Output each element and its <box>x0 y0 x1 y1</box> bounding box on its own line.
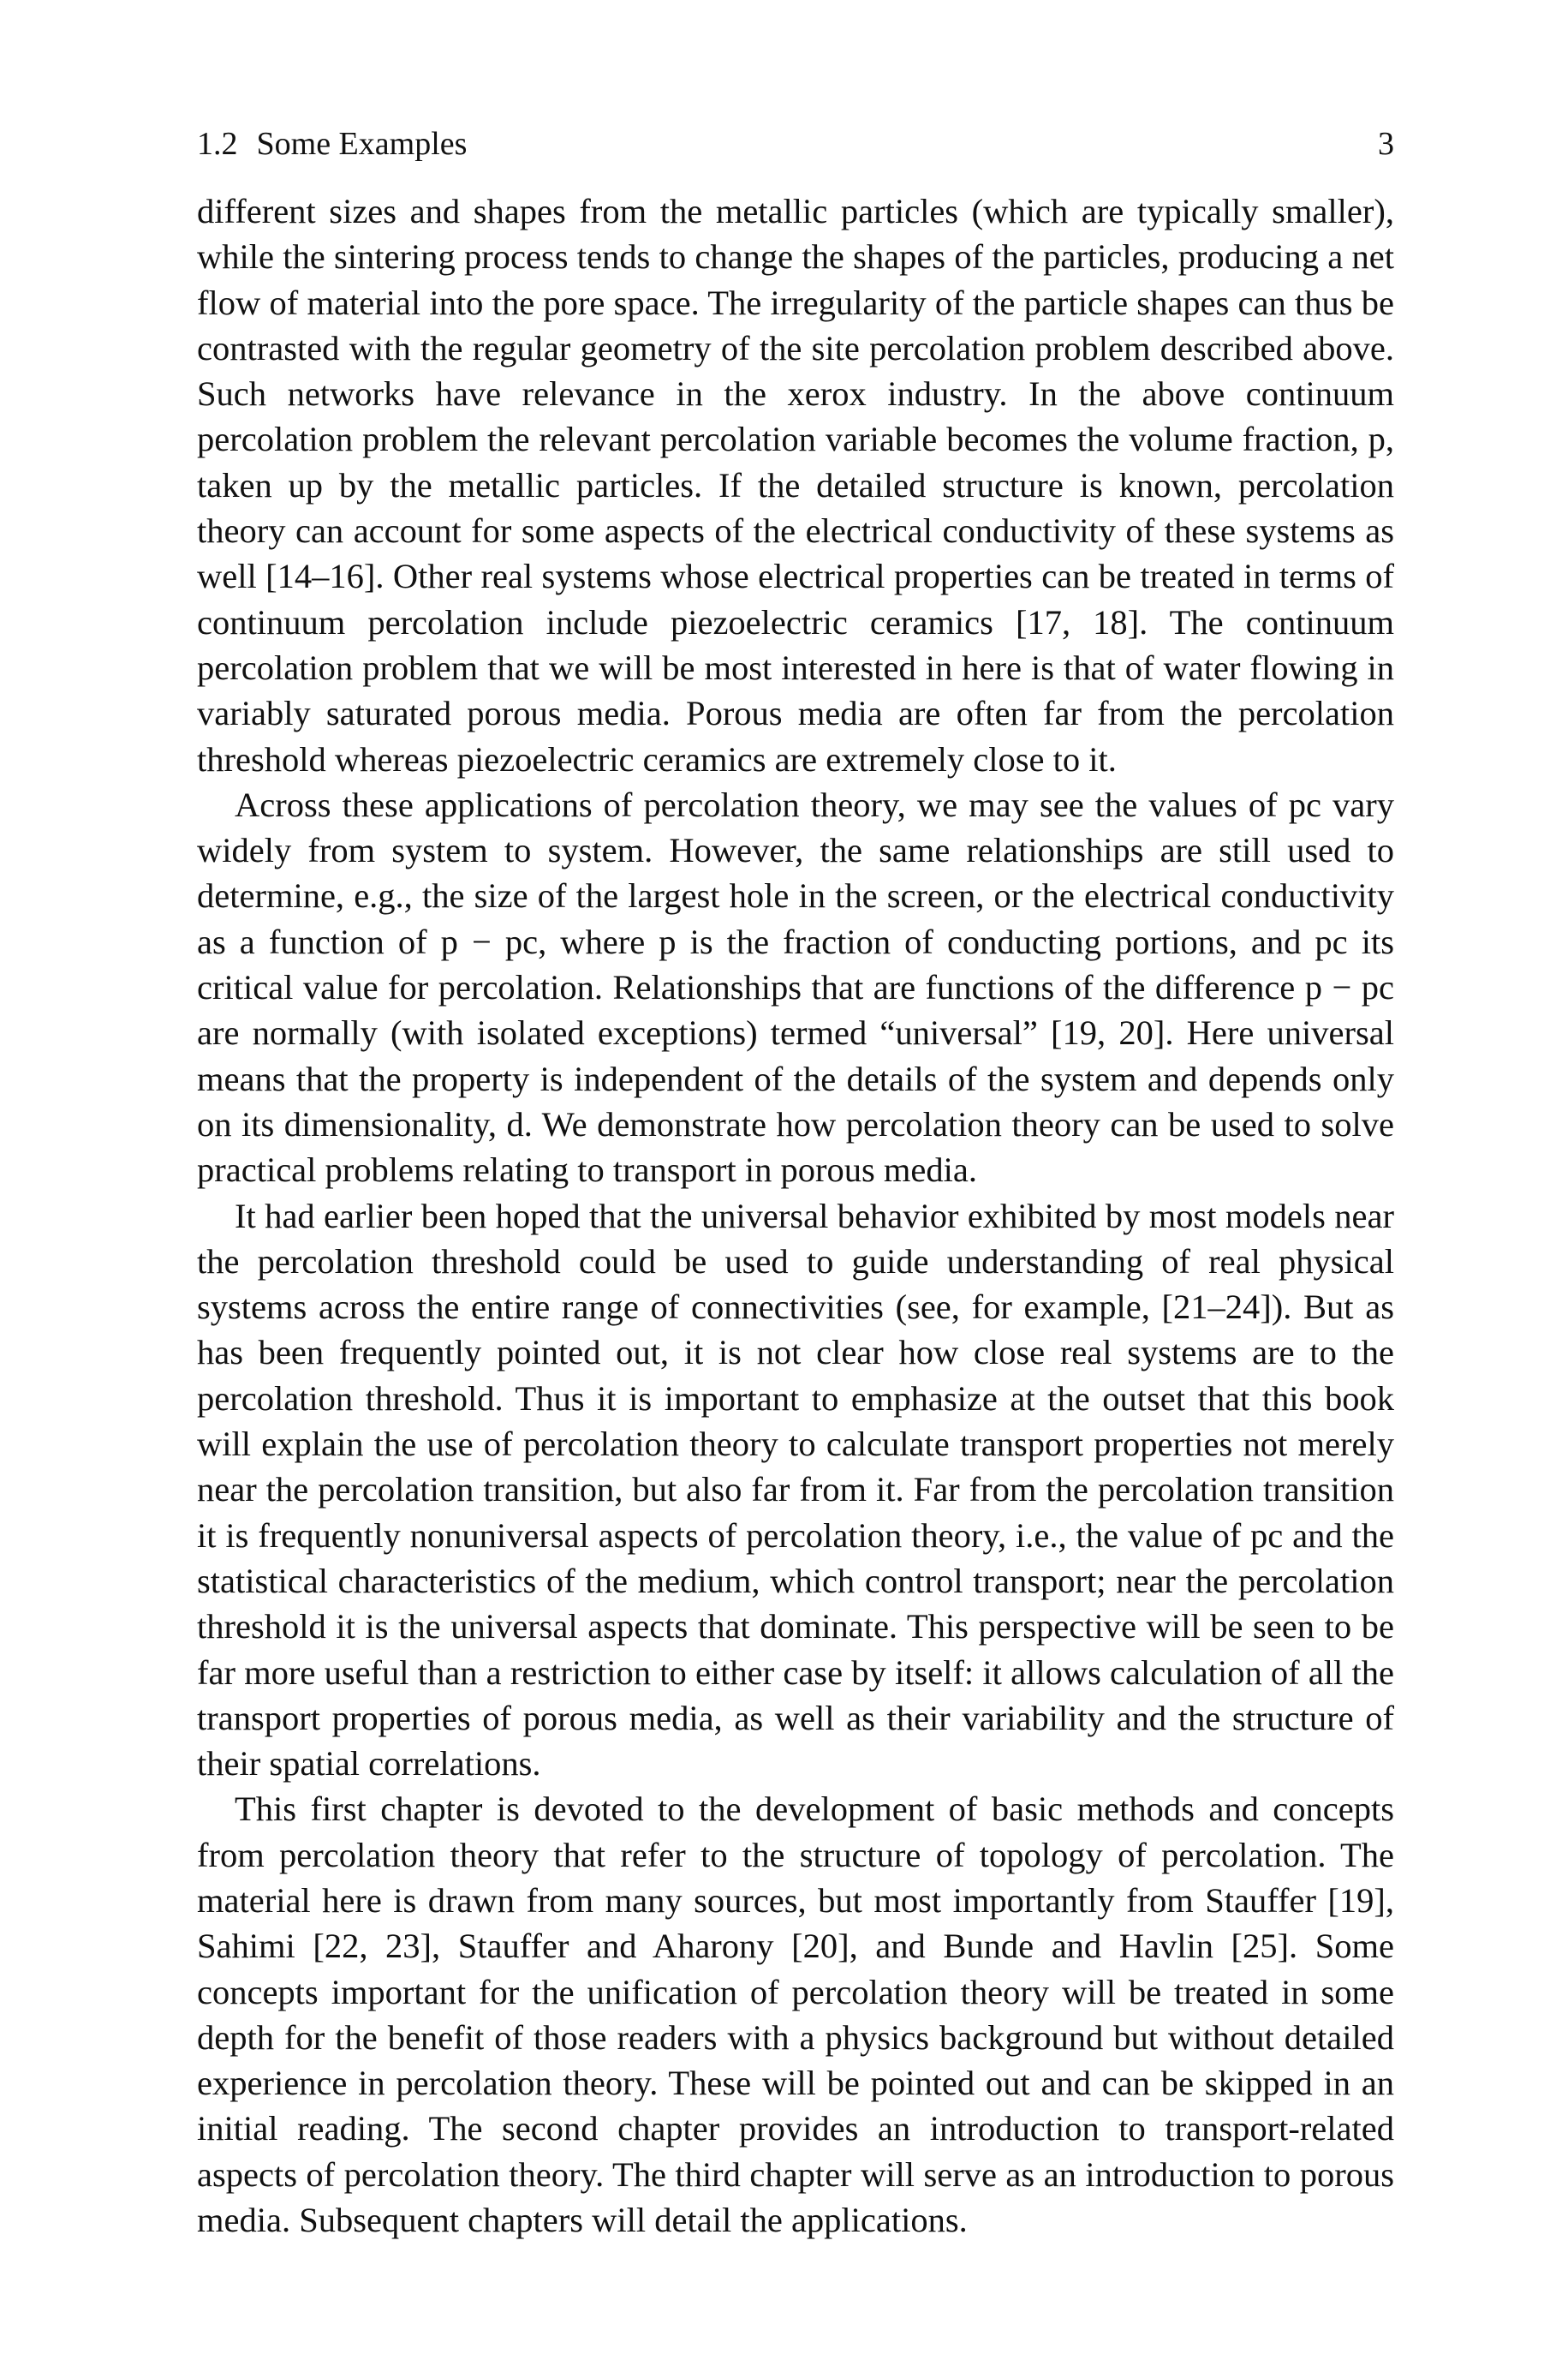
paragraph-perspective: It had earlier been hoped that the universal behavior exhibited by most models near the percolation threshold could be used to guide understanding of real physical systems across the entire range of connectivities (see, for example, [21–24]). But as has been frequently pointed out, it is not clear how close real systems are to the percolation threshold. Thus it is important to emphasize at the outset that this book will explain the use of percolation theory to calculate transport properties not merely near the percolation transition, but also far from it. Far from the percolation transition it is frequently nonuniversal aspects of percolation theory, i.e., the value of pc and the statistical characteristics of the medium, which control transport; near the percolation threshold it is the universal aspects that dominate. This perspective will be seen to be far more useful than a restriction to either case by itself: it allows calculation of all the transport properties of porous media, as well as their variability and the structure of their spatial correlations. <box>197 1196 1394 1784</box>
paragraph-chapter-overview: This first chapter is devoted to the development of basic methods and concepts from percolation theory that refer to the structure of topology of percolation. The material here is drawn from many sources, but most importantly from Stauffer [19], Sahimi [22, 23], Stauffer and Aharony [20], and Bunde and Havlin [25]. Some concepts important for the unification of percolation theory will be treated in some depth for the benefit of those readers with a physics background but without detailed experience in percolation theory. These will be pointed out and can be skipped in an initial reading. The second chapter provides an introduction to transport-related aspects of percolation theory. The third chapter will serve as an introduction to porous media. Subsequent chapters will detail the applications. <box>197 1789 1394 2240</box>
section-title: Some Examples <box>256 126 468 162</box>
running-head <box>197 120 1394 168</box>
book-page <box>197 120 1394 2243</box>
page-number: 3 <box>1378 126 1394 162</box>
paragraph-continued: different sizes and shapes from the metallic particles (which are typically smaller), while the sintering process tends to change the shapes of the particles, producing a net flow of material into the pore space. The irregularity of the particle shapes can thus be contrasted with the regular geometry of the site percolation problem described above. Such networks have relevance in the xerox industry. In the above continuum percolation problem the relevant percolation variable becomes the volume fraction, p, taken up by the metallic particles. If the detailed structure is known, percolation theory can account for some aspects of the electrical conductivity of these systems as well [14–16]. Other real systems whose electrical properties can be treated in terms of continuum percolation include piezoelectric ceramics [17, 18]. The continuum percolation problem that we will be most interested in here is that of water flowing in variably saturated porous media. Porous media are often far from the percolation threshold whereas piezoelectric ceramics are extremely close to it. <box>197 192 1394 779</box>
body-text <box>197 188 1394 2243</box>
section-number: 1.2 <box>197 126 238 162</box>
section-heading <box>197 120 467 168</box>
paragraph-universality: Across these applications of percolation theory, we may see the values of pc vary widely from system to system. However, the same relationships are still used to determine, e.g., the size of the largest hole in the screen, or the electrical conductivity as a function of p − pc, where p is the fraction of conducting portions, and pc its critical value for percolation. Relationships that are functions of the difference p − pc are normally (with isolated exceptions) termed “universal” [19, 20]. Here universal means that the property is independent of the details of the system and depends only on its dimensionality, d. We demonstrate how percolation theory can be used to solve practical problems relating to transport in porous media. <box>197 785 1394 1190</box>
